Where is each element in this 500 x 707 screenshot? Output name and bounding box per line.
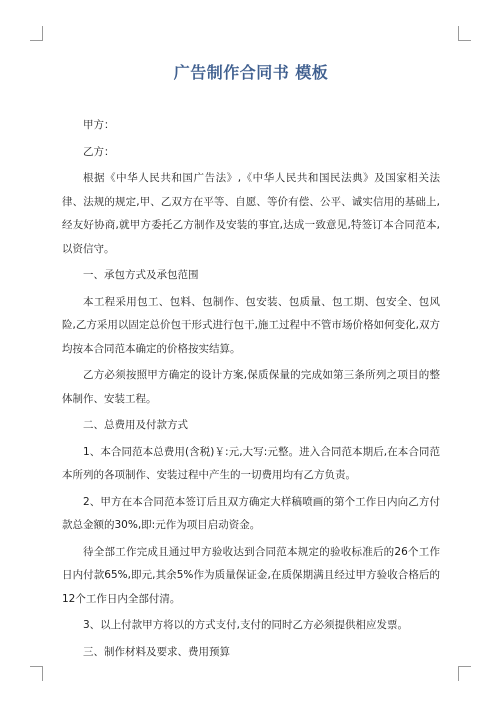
crop-mark-top-right <box>458 26 471 41</box>
party-b-line: 乙方： <box>83 145 115 158</box>
crop-mark-top-left <box>30 26 43 41</box>
section-heading-1: 一、承包方式及承包范围 <box>83 269 199 281</box>
paragraph-payment-method: 3、以上付款甲方将以的方式支付,支付的同时乙方必须提供相应发票。 <box>83 619 409 631</box>
paragraph-final-payment: 待全部工作完成且通过甲方验收达到合同范本规定的验收标准后的26个工作日内付款65%,即元,其余5%作为质量保证金,在质保期满且经过甲方验收合格后的12个工作日内全部付清。 <box>62 545 440 605</box>
document-body <box>62 62 440 664</box>
document-title: 广告制作合同书 模板 <box>173 63 329 82</box>
party-a-line: 甲方： <box>83 119 115 131</box>
section-heading-3: 三、制作材料及要求、费用预算 <box>83 645 230 658</box>
section-heading-2: 二、总费用及付款方式 <box>83 419 188 431</box>
paragraph-first-payment: 2、甲方在本合同范本签订后且双方确定大样稿喷画的第个工作日内向乙方付款总金额的30%,即:元作为项目启动资金。 <box>62 495 440 531</box>
paragraph-design-scheme: 乙方必须按照甲方确定的设计方案,保质保量的完成如第三条所列之项目的整体制作、安装工程。 <box>62 369 440 405</box>
paragraph-total-cost: 1、本合同范本总费用(含税)￥:元,大写:元整。进入合同范本期后,在本合同范本所列的各项制作、安装过程中产生的一切费用均有乙方负责。 <box>62 445 440 481</box>
crop-mark-bottom-left <box>30 666 43 681</box>
crop-mark-bottom-right <box>458 666 471 681</box>
paragraph-preamble: 根据《中华人民共和国广告法》,《中华人民共和国民法典》及国家相关法律、法规的规定,甲、乙双方在平等、自愿、等价有偿、公平、诚实信用的基础上,经友好协商,就甲方委托乙方制作及安装的事宜,达成一致意见,特签订本合同范本,以资信守。 <box>62 172 440 255</box>
paragraph-contract-scope: 本工程采用包工、包料、包制作、包安装、包质量、包工期、包安全、包风险,乙方采用以固定总价包干形式进行包干,施工过程中不管市场价格如何变化,双方均按本合同范本确定的价格按实结算。 <box>62 295 440 355</box>
